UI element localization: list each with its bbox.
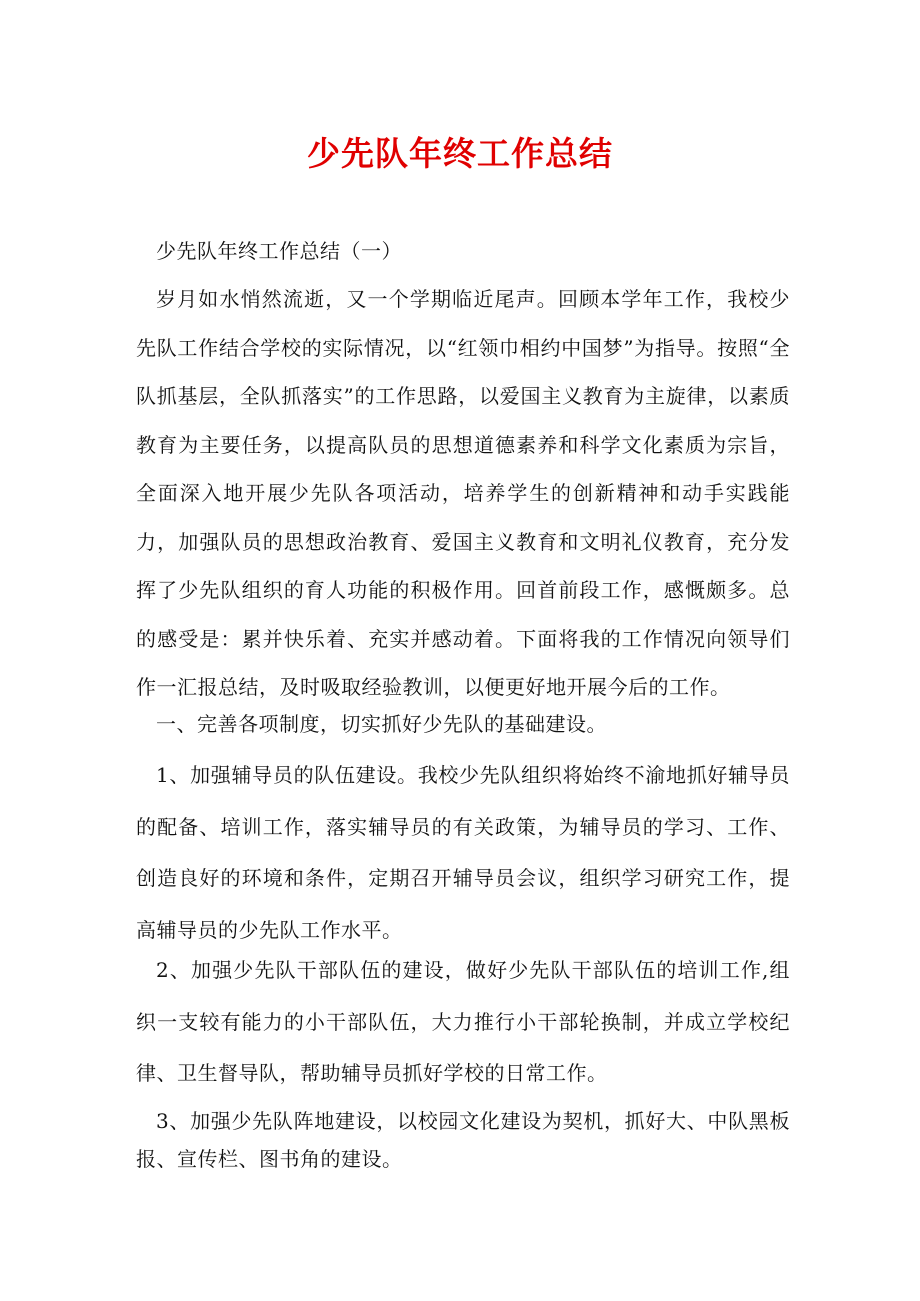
section-heading-1: 一、完善各项制度，切实抓好少先队的基础建设。: [156, 712, 607, 736]
list-item-2: 2、加强少先队干部队伍的建设，做好少先队干部队伍的培训工作,组织一支较有能力的小干部队伍，大力推行小干部轮换制，并成立学校纪律、卫生督导队，帮助辅导员抓好学校的日常工作。: [136, 958, 790, 1085]
intro-paragraph: 岁月如水悄然流逝，又一个学期临近尾声。回顾本学年工作，我校少先队工作结合学校的实际情况，以“红领巾相约中国梦”为指导。按照“全队抓基层，全队抓落实”的工作思路，以爱国主义教育为主旋律，以素质教育为主要任务，以提高队员的思想道德素养和科学文化素质为宗旨，全面深入地开展少先队各项活动，培养学生的创新精神和动手实践能力，加强队员的思想政治教育、爱国主义教育和文明礼仪教育，充分发挥了少先队组织的育人功能的积极作用。回首前段工作，感慨颇多。总的感受是：累并快乐着、充实并感动着。下面将我的工作情况向领导们作一汇报总结，及时吸取经验教训，以便更好地开展今后的工作。: [136, 287, 790, 699]
document-title: 少先队年终工作总结: [307, 134, 613, 173]
section-subtitle: 少先队年终工作总结（一）: [156, 239, 402, 263]
list-item-3: 3、加强少先队阵地建设，以校园文化建设为契机，抓好大、中队黑板报、宣传栏、图书角的建设。: [136, 1109, 790, 1171]
list-item-1: 1、加强辅导员的队伍建设。我校少先队组织将始终不渝地抓好辅导员的配备、培训工作，落实辅导员的有关政策，为辅导员的学习、工作、创造良好的环境和条件，定期召开辅导员会议，组织学习研究工作，提高辅导员的少先队工作水平。: [136, 763, 790, 942]
